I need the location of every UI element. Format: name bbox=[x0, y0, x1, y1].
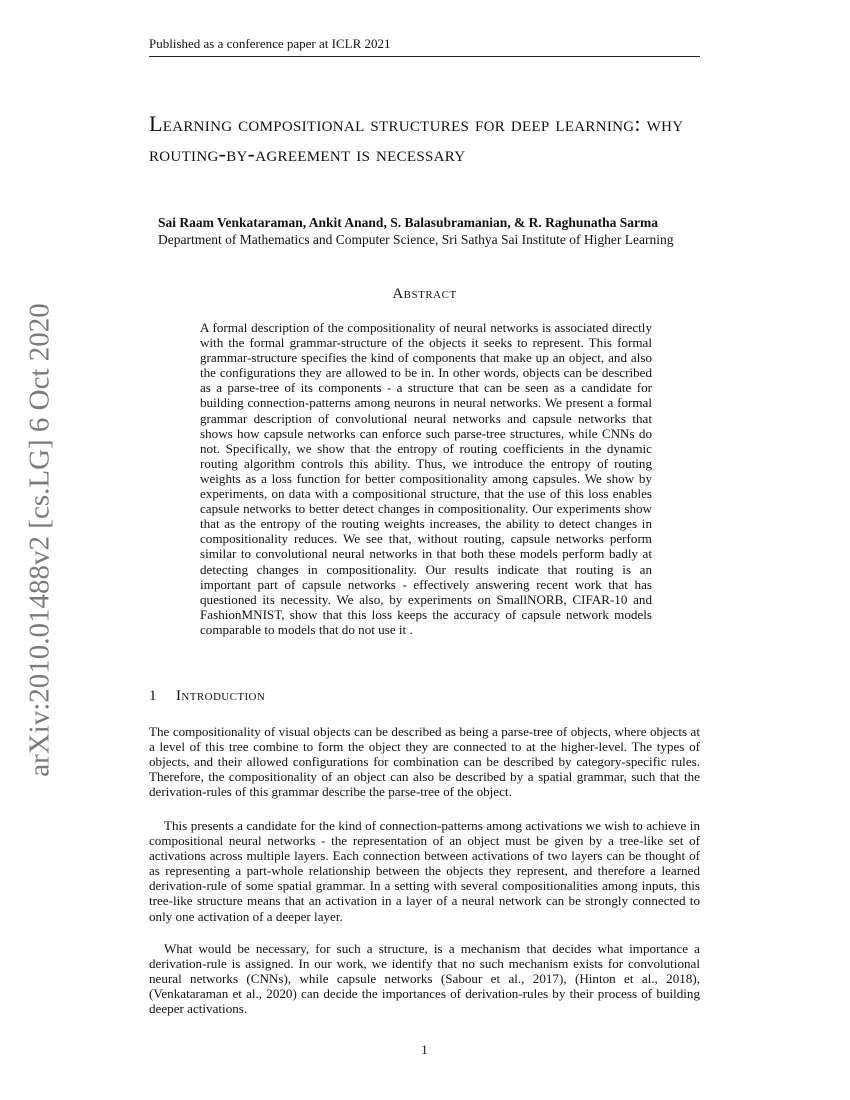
page-number: 1 bbox=[421, 1042, 428, 1057]
abstract-body: A formal description of the compositionality of neural networks is associated directly with the formal grammar-structure of the objects it seeks to represent. This formal grammar-structure specifies the kind of components that make up an object, and also the configurations they are allowed to be in. In other words, objects can be described as a parse-tree of its components - a structure that can be seen as a candidate for building connection-patterns among neurons in neural networks. We present a formal grammar description of convolutional neural networks and capsule networks that shows how capsule networks can enforce such parse-tree structures, while CNNs do not. Specifically, we show that the entropy of routing coefficients in the dynamic routing algorithm controls this ability. Thus, we introduce the entropy of routing weights as a loss function for better compositionality among capsules. We show by experiments, on data with a compositional structure, that the use of this loss enables capsule networks to better detect changes in compositionality. Our experiments show that as the entropy of the routing weights increases, the ability to detect changes in compositionality reduces. We see that, without routing, capsule networks perform similar to convolutional neural networks in that both these models perform badly at detecting changes in compositionality. Our results indicate that routing is an important part of capsule networks - effectively answering recent work that has questioned its necessity. We also, by experiments on SmallNORB, CIFAR-10 and FashionMNIST, show that this loss keeps the accuracy of capsule network models comparable to models that do not use it . bbox=[200, 320, 652, 637]
section-number: 1 bbox=[149, 688, 157, 704]
paper-title: Learning compositional structures for deep learning: why routing-by-agreement is necessary bbox=[149, 111, 684, 166]
running-header: Published as a conference paper at ICLR 2021 bbox=[149, 36, 700, 57]
intro-paragraph-2: This presents a candidate for the kind of connection-patterns among activations we wish to achieve in compositional neural networks - the representation of an object must be given by a tree-like set of activations across multiple layers. Each connection between activations of two layers can be thought of as representing a part-whole relationship between the objects they represent, and therefore a learned derivation-rule of some spatial grammar. In a setting with several compositionalities among inputs, this tree-like structure means that an activation in a layer of a neural network can be strongly connected to only one activation of a deeper layer. bbox=[149, 818, 700, 924]
section-title: Introduction bbox=[176, 688, 266, 704]
arxiv-identifier-stamp: arXiv:2010.01488v2 [cs.LG] 6 Oct 2020 bbox=[23, 303, 56, 777]
abstract-heading: Abstract bbox=[392, 286, 457, 302]
intro-paragraph-1: The compositionality of visual objects can be described as being a parse-tree of objects, where objects at a level of this tree combine to form the object they are connected to at the higher-level. The types of objects, and their allowed configurations for combination can be described by category-specific rules. Therefore, the compositionality of an object can also be described by a spatial grammar, such that the derivation-rules of this grammar describe the parse-tree of the object. bbox=[149, 724, 700, 800]
intro-paragraph-3: What would be necessary, for such a structure, is a mechanism that decides what importance a derivation-rule is assigned. In our work, we identify that no such mechanism exists for convolutional neural networks (CNNs), while capsule networks (Sabour et al., 2017), (Hinton et al., 2018), (Venkataraman et al., 2020) can decide the importances of derivation-rules by their process of building deeper activations. bbox=[149, 941, 700, 1017]
section-heading-introduction bbox=[149, 688, 700, 705]
author-list: Sai Raam Venkataraman, Ankit Anand, S. Balasubramanian, & R. Raghunatha Sarma bbox=[158, 215, 658, 230]
affiliation: Department of Mathematics and Computer Science, Sri Sathya Sai Institute of Higher Learning bbox=[158, 232, 674, 247]
